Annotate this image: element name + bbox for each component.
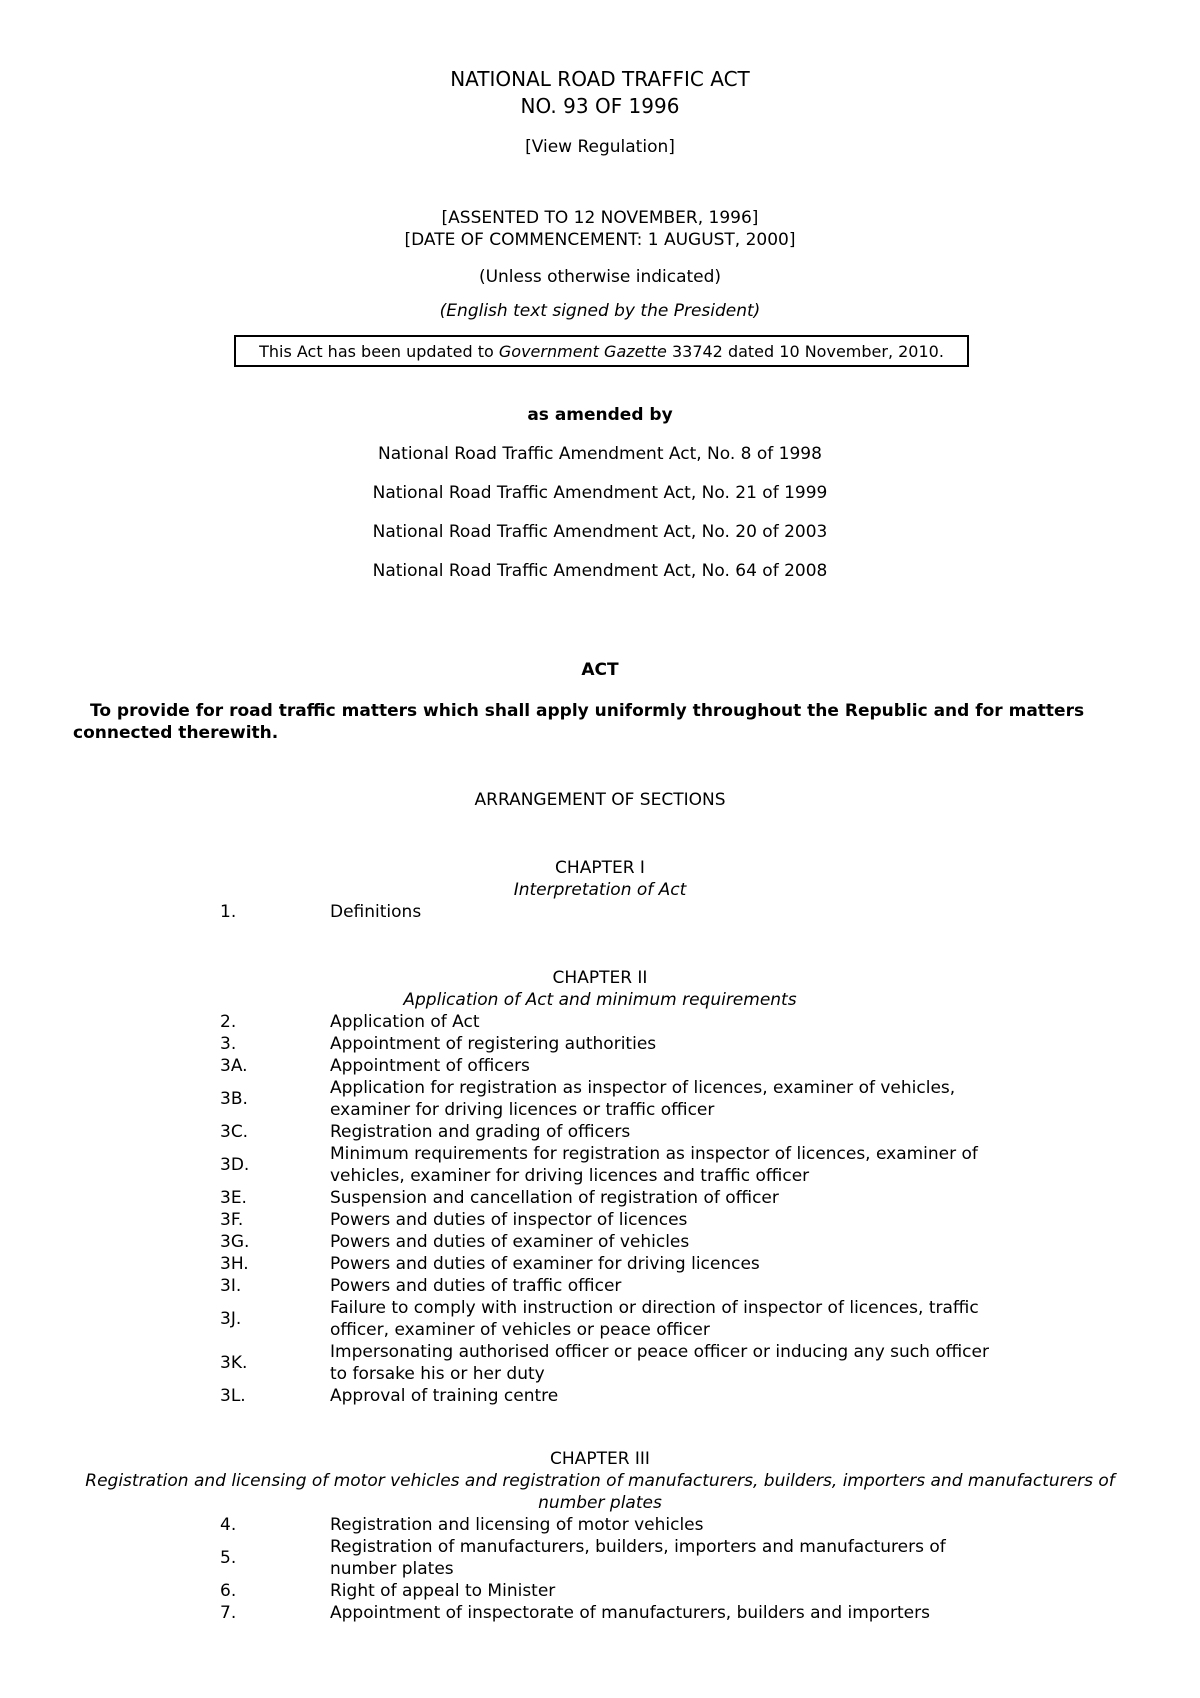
section-row[interactable] — [0, 1121, 1200, 1143]
amendment-item: National Road Traffic Amendment Act, No. 8 of 1998 — [378, 444, 822, 464]
assented-date: [ASSENTED TO 12 NOVEMBER, 1996] — [441, 208, 759, 228]
section-row[interactable] — [0, 1385, 1200, 1407]
section-row[interactable] — [0, 1055, 1200, 1077]
section-number: 3K. — [220, 1353, 248, 1373]
update-notice-gazette: Government Gazette — [498, 341, 667, 361]
update-notice-suffix: 33742 dated 10 November, 2010. — [666, 341, 944, 361]
section-title: Registration and licensing of motor vehicles — [330, 1515, 704, 1535]
section-row[interactable] — [0, 1602, 1200, 1624]
section-number: 1. — [220, 902, 237, 922]
section-number: 3A. — [220, 1056, 248, 1076]
section-number: 3I. — [220, 1276, 242, 1296]
section-number: 3G. — [220, 1232, 250, 1252]
section-row[interactable] — [0, 1341, 1200, 1385]
section-row[interactable] — [0, 1253, 1200, 1275]
section-title: Powers and duties of examiner of vehicles — [330, 1232, 690, 1252]
section-title: Appointment of inspectorate of manufacturers, builders and importers — [330, 1603, 930, 1623]
section-title: Impersonating authorised officer or peace officer or inducing any such officer to forsake his or her duty — [330, 1342, 989, 1384]
section-title: Registration of manufacturers, builders, importers and manufacturers of number plates — [330, 1537, 946, 1579]
section-number: 4. — [220, 1515, 237, 1535]
amendment-item: National Road Traffic Amendment Act, No. 20 of 2003 — [372, 522, 828, 542]
section-number: 3B. — [220, 1089, 248, 1109]
section-title: Minimum requirements for registration as inspector of licences, examiner of vehicles, examiner for driving licences and traffic officer — [330, 1144, 978, 1186]
section-row[interactable] — [0, 901, 1200, 923]
act-title-line1: NATIONAL ROAD TRAFFIC ACT — [450, 67, 750, 91]
section-title: Appointment of officers — [330, 1056, 530, 1076]
act-title-line2: NO. 93 OF 1996 — [520, 94, 680, 118]
amended-by-heading: as amended by — [527, 405, 673, 425]
section-number: 2. — [220, 1012, 237, 1032]
assent-info — [0, 207, 1200, 251]
commencement-date: [DATE OF COMMENCEMENT: 1 AUGUST, 2000] — [404, 230, 796, 250]
act-heading: ACT — [581, 660, 619, 680]
section-row[interactable] — [0, 1275, 1200, 1297]
section-number: 3C. — [220, 1122, 249, 1142]
section-title: Powers and duties of traffic officer — [330, 1276, 622, 1296]
update-notice-box — [234, 335, 969, 367]
view-regulation-link[interactable]: [View Regulation] — [525, 137, 675, 157]
section-row[interactable] — [0, 1033, 1200, 1055]
section-row[interactable] — [0, 1580, 1200, 1602]
section-title: Powers and duties of examiner for driving licences — [330, 1254, 760, 1274]
section-number: 6. — [220, 1581, 237, 1601]
chapter-3 — [0, 1448, 1200, 1624]
update-notice-prefix: This Act has been updated to — [259, 341, 499, 361]
section-number: 3. — [220, 1034, 237, 1054]
section-number: 7. — [220, 1603, 237, 1623]
chapter-number: CHAPTER III — [550, 1449, 650, 1469]
chapter-2 — [0, 967, 1200, 1407]
amendment-item: National Road Traffic Amendment Act, No. 21 of 1999 — [372, 483, 828, 503]
chapter-number: CHAPTER I — [555, 858, 645, 878]
section-title: Approval of training centre — [330, 1386, 559, 1406]
section-number: 3L. — [220, 1386, 246, 1406]
section-title: Failure to comply with instruction or direction of inspector of licences, traffic officer, examiner of vehicles or peace officer — [330, 1298, 979, 1340]
section-number: 3F. — [220, 1210, 244, 1230]
unless-indicated-note: (Unless otherwise indicated) — [478, 267, 722, 287]
section-row[interactable] — [0, 1011, 1200, 1033]
chapter-subtitle: Interpretation of Act — [513, 880, 687, 900]
section-title: Powers and duties of inspector of licences — [330, 1210, 688, 1230]
section-number: 3D. — [220, 1155, 250, 1175]
section-title: Right of appeal to Minister — [330, 1581, 556, 1601]
chapter-subtitle: Registration and licensing of motor vehicles and registration of manufacturers, builders, importers and manufacturers of number plates — [85, 1471, 1115, 1513]
section-row[interactable] — [0, 1209, 1200, 1231]
section-title: Application of Act — [330, 1012, 480, 1032]
section-row[interactable] — [0, 1514, 1200, 1536]
section-title: Registration and grading of officers — [330, 1122, 631, 1142]
section-row[interactable] — [0, 1297, 1200, 1341]
signed-note: (English text signed by the President) — [439, 301, 761, 321]
section-number: 5. — [220, 1548, 237, 1568]
act-title — [0, 66, 1200, 120]
section-row[interactable] — [0, 1077, 1200, 1121]
section-row[interactable] — [0, 1536, 1200, 1580]
arrangement-heading: ARRANGEMENT OF SECTIONS — [474, 790, 726, 810]
section-row[interactable] — [0, 1231, 1200, 1253]
act-long-title: To provide for road traffic matters which shall apply uniformly throughout the Republic and for matters connected therewith. — [73, 701, 1085, 743]
section-row[interactable] — [0, 1187, 1200, 1209]
chapter-1 — [0, 857, 1200, 923]
chapter-number: CHAPTER II — [552, 968, 648, 988]
section-title: Appointment of registering authorities — [330, 1034, 657, 1054]
section-title: Definitions — [330, 902, 422, 922]
chapter-subtitle: Application of Act and minimum requirements — [403, 990, 797, 1010]
amendment-item: National Road Traffic Amendment Act, No. 64 of 2008 — [372, 561, 828, 581]
section-title: Application for registration as inspector of licences, examiner of vehicles, examiner for driving licences or traffic officer — [330, 1078, 956, 1120]
section-number: 3J. — [220, 1309, 242, 1329]
section-title: Suspension and cancellation of registration of officer — [330, 1188, 779, 1208]
section-number: 3E. — [220, 1188, 247, 1208]
section-row[interactable] — [0, 1143, 1200, 1187]
section-number: 3H. — [220, 1254, 249, 1274]
